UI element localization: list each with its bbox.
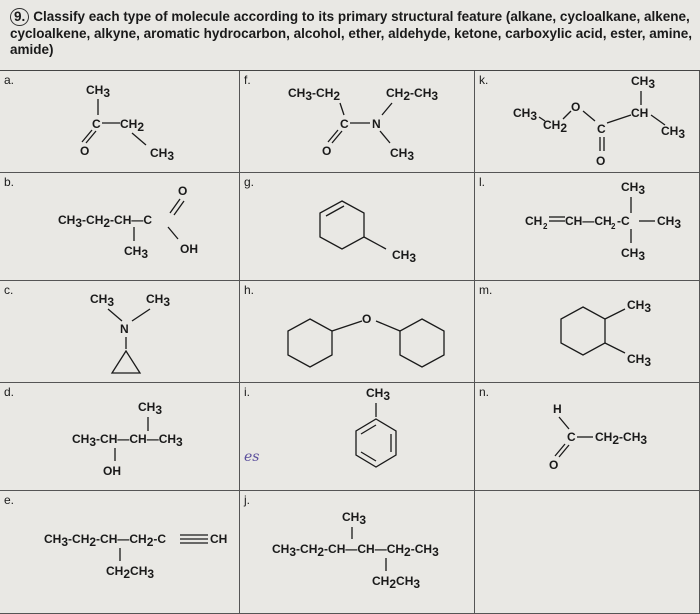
cell-c [0,281,240,383]
cell-a [0,71,240,173]
svg-text:O: O [322,144,332,158]
cell-label: b. [4,175,15,189]
cell-label: l. [479,175,485,189]
svg-text:CH3: CH3 [513,106,538,123]
svg-text:H: H [553,402,562,416]
svg-text:O: O [178,184,188,198]
cell-label: f. [244,73,251,87]
cell-h [240,281,475,383]
svg-text:-C: -C [617,214,630,228]
svg-text:2: 2 [543,222,548,231]
svg-text:N: N [120,322,129,336]
svg-text:CH2: CH2 [120,117,145,134]
svg-text:CH3-CH2-CH—C: CH3-CH2-CH—C [58,213,153,230]
structure-g [240,173,475,281]
svg-text:CH3: CH3 [631,74,656,91]
svg-text:CH3: CH3 [621,180,646,197]
cell-e [0,491,240,614]
structure-n [475,383,700,491]
cell-label: g. [244,175,255,189]
svg-text:CH3: CH3 [146,292,171,309]
svg-text:CH—CH: CH—CH [565,214,612,228]
svg-text:CH3: CH3 [392,248,417,265]
svg-text:CH: CH [210,532,228,546]
svg-text:2: 2 [611,222,616,231]
svg-text:CH3: CH3 [661,124,686,141]
cell-k [475,71,700,173]
cell-m [475,281,700,383]
structure-a [0,71,240,173]
cell-label: n. [479,385,490,399]
svg-text:CH3: CH3 [627,352,652,369]
cell-label: h. [244,283,255,297]
svg-text:CH2-CH3: CH2-CH3 [386,86,439,103]
question-number: 9. [10,8,29,26]
cell-g [240,173,475,281]
structure-e [0,491,240,614]
svg-text:C: C [597,122,606,136]
svg-text:CH3: CH3 [657,214,682,231]
cell-label: k. [479,73,489,87]
svg-text:CH2CH3: CH2CH3 [372,574,421,591]
svg-text:C: C [92,117,101,131]
cell-label: i. [244,385,250,399]
structure-k [475,71,700,173]
svg-text:O: O [571,100,581,114]
cell-f [240,71,475,173]
svg-text:CH3: CH3 [124,244,149,261]
svg-text:CH3: CH3 [627,298,652,315]
structure-d [0,383,240,491]
structure-c [0,281,240,383]
svg-text:O: O [596,154,606,168]
svg-text:OH: OH [180,242,198,256]
svg-text:CH2: CH2 [543,118,568,135]
cell-b [0,173,240,281]
svg-text:CH: CH [631,106,649,120]
svg-text:CH3-CH2: CH3-CH2 [288,86,341,103]
cell-label: m. [479,283,493,297]
svg-text:C: C [567,430,576,444]
svg-text:N: N [372,117,381,131]
cell-j [240,491,475,614]
molecule-grid [0,70,700,614]
svg-text:CH3: CH3 [621,246,646,263]
structure-h [240,281,475,383]
svg-text:CH3: CH3 [86,83,111,100]
svg-text:CH2CH3: CH2CH3 [106,564,155,581]
svg-text:CH: CH [525,214,543,228]
cell-n [475,383,700,491]
cell-label: c. [4,283,14,297]
question-prompt [10,8,695,58]
svg-text:OH: OH [103,464,121,478]
structure-i [240,383,475,491]
cell-label: d. [4,385,15,399]
structure-l [475,173,700,281]
question-text: Classify each type of molecule according to its primary structural feature (alkane, cycloalkane, alkene, cycloalkene, alkyne, aromatic hydrocarbon, alcohol, ether, aldehyde, ketone, carboxylic acid, ester, amine, amide) [10,9,693,57]
svg-text:CH3: CH3 [390,146,415,163]
svg-text:CH3-CH2-CH—CH2-C: CH3-CH2-CH—CH2-C [44,532,167,549]
structure-j [240,491,475,614]
svg-text:CH3-CH2-CH—CH—CH2-CH3: CH3-CH2-CH—CH—CH2-CH3 [272,542,439,559]
svg-text:CH3: CH3 [342,510,367,527]
cell-l [475,173,700,281]
cell-d [0,383,240,491]
svg-text:CH3-CH—CH—CH3: CH3-CH—CH—CH3 [72,432,183,449]
structure-f [240,71,475,173]
svg-text:CH3: CH3 [366,386,391,403]
structure-b [0,173,240,281]
cell-label: e. [4,493,15,507]
structure-m [475,281,700,383]
svg-text:CH3: CH3 [150,146,175,163]
svg-text:CH3: CH3 [138,400,163,417]
svg-text:O: O [362,312,372,326]
svg-text:C: C [340,117,349,131]
svg-text:CH2-CH3: CH2-CH3 [595,430,648,447]
handwritten-note: es [244,449,260,465]
cell-i [240,383,475,491]
svg-text:O: O [80,144,90,158]
cell-empty [475,491,700,614]
svg-text:CH3: CH3 [90,292,115,309]
cell-label: a. [4,73,15,87]
cell-label: j. [244,493,250,507]
svg-text:O: O [549,458,559,472]
